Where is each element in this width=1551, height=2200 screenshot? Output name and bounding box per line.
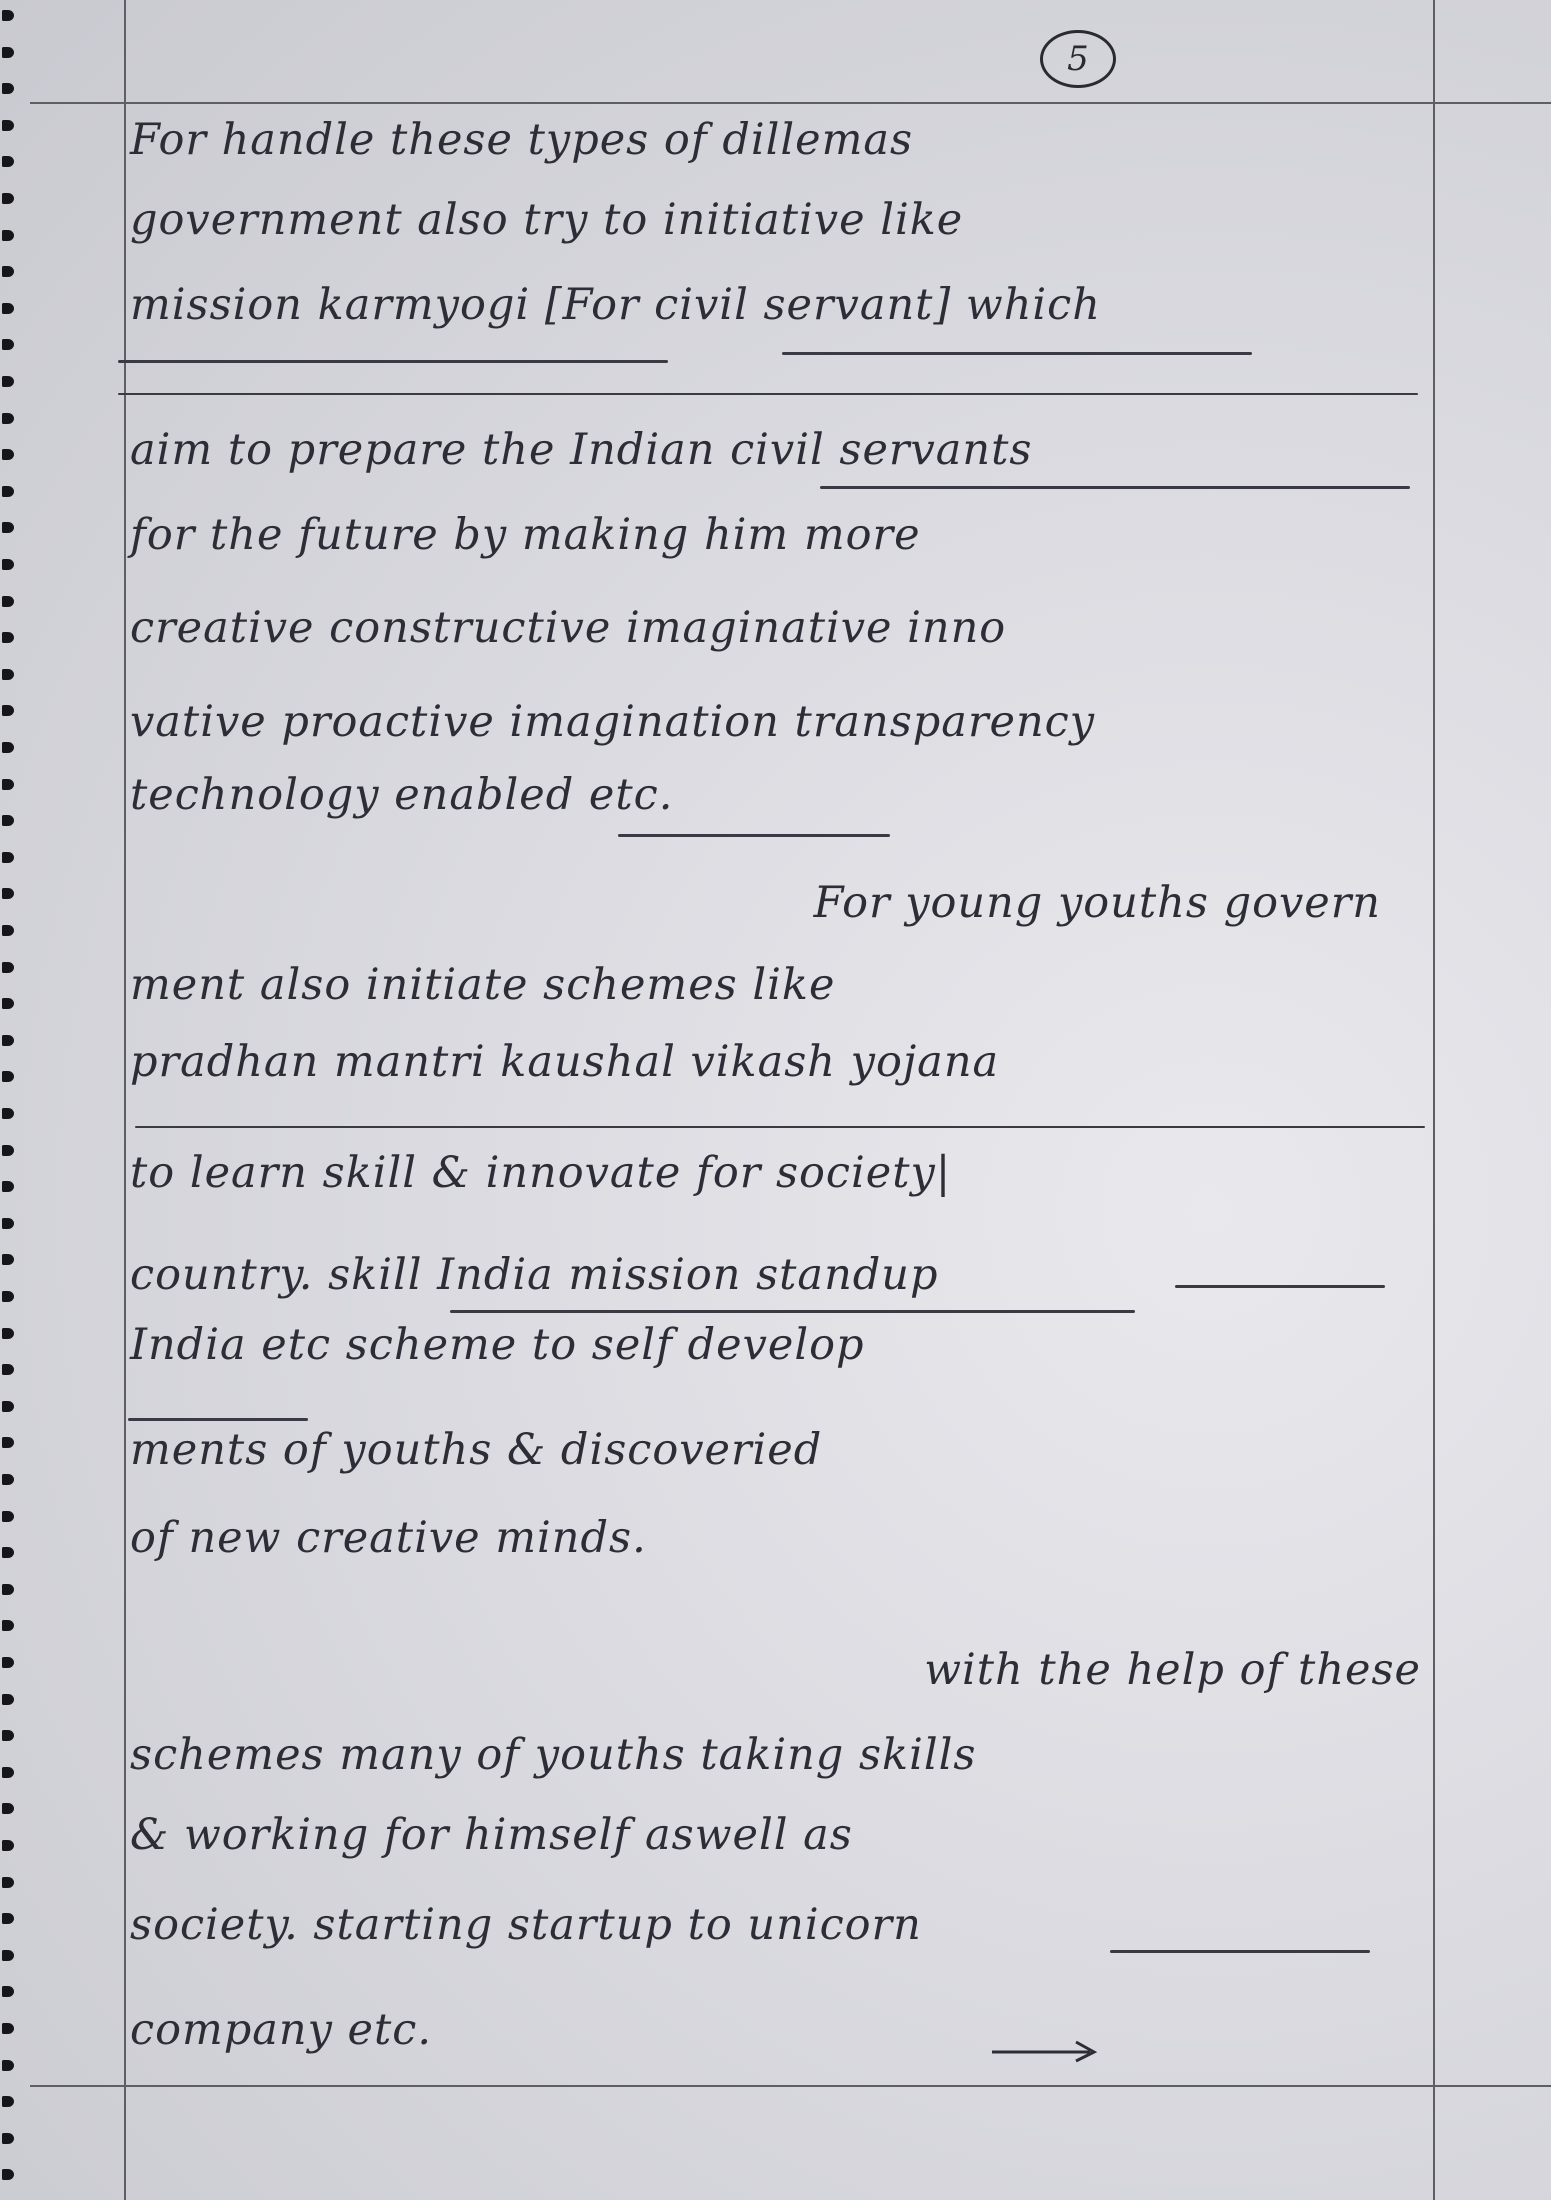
text-line: schemes many of youths taking skills bbox=[130, 1730, 977, 1780]
binding-hole bbox=[2, 1986, 14, 1997]
binding-hole bbox=[2, 742, 14, 753]
text-line: ments of youths & discoveried bbox=[130, 1425, 823, 1475]
binding-hole bbox=[2, 156, 14, 167]
binding-hole bbox=[2, 1328, 14, 1339]
continue-arrow-icon bbox=[990, 2036, 1100, 2066]
bottom-margin-line bbox=[30, 2085, 1551, 2087]
binding-hole bbox=[2, 1767, 14, 1778]
text-line: with the help of these bbox=[924, 1645, 1421, 1695]
text-line: India etc scheme to self develop bbox=[130, 1320, 865, 1370]
binding-hole bbox=[2, 1254, 14, 1265]
binding-hole bbox=[2, 925, 14, 936]
binding-hole bbox=[2, 303, 14, 314]
underline-indian-civil-servants bbox=[820, 486, 1410, 489]
binding-hole bbox=[2, 1620, 14, 1631]
binding-hole bbox=[2, 2169, 14, 2180]
binding-hole bbox=[2, 522, 14, 533]
binding-hole bbox=[2, 1694, 14, 1705]
binding-hole bbox=[2, 852, 14, 863]
binding-hole bbox=[2, 1181, 14, 1192]
underline-mission-karmyogi bbox=[118, 360, 668, 363]
binding-hole bbox=[2, 1437, 14, 1448]
text-line: government also try to initiative like bbox=[130, 195, 964, 245]
binding-hole bbox=[2, 1730, 14, 1741]
binding-hole bbox=[2, 669, 14, 680]
binding-hole bbox=[2, 266, 14, 277]
underline-india bbox=[128, 1418, 308, 1421]
binding-hole bbox=[2, 413, 14, 424]
binding-hole bbox=[2, 1218, 14, 1229]
binding-hole bbox=[2, 1474, 14, 1485]
page-number: 5 bbox=[1067, 39, 1089, 79]
text-line: country. skill India mission standup bbox=[130, 1250, 939, 1300]
left-margin-line bbox=[124, 0, 126, 2200]
text-line: society. starting startup to unicorn bbox=[130, 1900, 922, 1950]
binding-hole bbox=[2, 596, 14, 607]
binding-hole bbox=[2, 2023, 14, 2034]
binding-hole bbox=[2, 559, 14, 570]
binding-hole bbox=[2, 1547, 14, 1558]
binding-hole bbox=[2, 1291, 14, 1302]
binding-hole bbox=[2, 1913, 14, 1924]
text-line: for the future by making him more bbox=[130, 510, 921, 560]
binding-hole bbox=[2, 339, 14, 350]
binding-hole bbox=[2, 1584, 14, 1595]
right-margin-line bbox=[1433, 0, 1435, 2200]
binding-hole bbox=[2, 1840, 14, 1851]
binding-hole bbox=[2, 888, 14, 899]
binding-hole bbox=[2, 120, 14, 131]
text-line: of new creative minds. bbox=[130, 1513, 647, 1563]
text-line: For young youths govern bbox=[813, 878, 1381, 928]
binding-hole bbox=[2, 230, 14, 241]
binding-hole bbox=[2, 486, 14, 497]
binding-hole bbox=[2, 1803, 14, 1814]
top-margin-line bbox=[30, 102, 1551, 104]
binding-hole bbox=[2, 1877, 14, 1888]
text-line: aim to prepare the Indian civil servants bbox=[130, 425, 1033, 475]
binding-hole bbox=[2, 1950, 14, 1961]
text-line: vative proactive imagination transparency bbox=[130, 697, 1096, 747]
text-line: to learn skill & innovate for society| bbox=[130, 1148, 952, 1198]
text-line: creative constructive imaginative inno bbox=[130, 603, 1007, 653]
binding-hole bbox=[2, 1145, 14, 1156]
binding-hole bbox=[2, 705, 14, 716]
underline-standup bbox=[1175, 1285, 1385, 1288]
binding-hole bbox=[2, 449, 14, 460]
binding-hole bbox=[2, 779, 14, 790]
binding-hole bbox=[2, 1364, 14, 1375]
binding-hole bbox=[2, 1657, 14, 1668]
text-line: For handle these types of dillemas bbox=[130, 115, 914, 165]
binding-hole bbox=[2, 193, 14, 204]
binding-hole bbox=[2, 1108, 14, 1119]
underline-separator bbox=[118, 393, 1418, 395]
binding-hole bbox=[2, 2133, 14, 2144]
text-line: company etc. bbox=[130, 2005, 433, 2055]
binding-hole bbox=[2, 2060, 14, 2071]
binding-hole bbox=[2, 1071, 14, 1082]
underline-skill-india-mission bbox=[450, 1310, 1135, 1313]
text-line: & working for himself aswell as bbox=[130, 1810, 853, 1860]
binding-hole bbox=[2, 83, 14, 94]
underline-enabled-etc bbox=[618, 834, 890, 837]
underline-civil-servant bbox=[782, 352, 1252, 355]
binding-hole bbox=[2, 2096, 14, 2107]
text-line: mission karmyogi [For civil servant] which bbox=[130, 280, 1101, 330]
binding-hole bbox=[2, 815, 14, 826]
binding-hole bbox=[2, 1035, 14, 1046]
binding-hole bbox=[2, 376, 14, 387]
text-line: technology enabled etc. bbox=[130, 770, 674, 820]
underline-unicorn bbox=[1110, 1950, 1370, 1953]
binding-hole bbox=[2, 1401, 14, 1412]
binding-hole bbox=[2, 632, 14, 643]
page-number-circle bbox=[1040, 30, 1116, 88]
binding-hole bbox=[2, 10, 14, 21]
binding-hole bbox=[2, 962, 14, 973]
text-line: pradhan mantri kaushal vikash yojana bbox=[130, 1037, 1000, 1087]
text-line: ment also initiate schemes like bbox=[130, 960, 836, 1010]
binding-hole bbox=[2, 1511, 14, 1522]
binding-hole bbox=[2, 47, 14, 58]
spiral-binding-holes bbox=[0, 0, 22, 2200]
binding-hole bbox=[2, 998, 14, 1009]
underline-pmkvy bbox=[135, 1126, 1425, 1128]
